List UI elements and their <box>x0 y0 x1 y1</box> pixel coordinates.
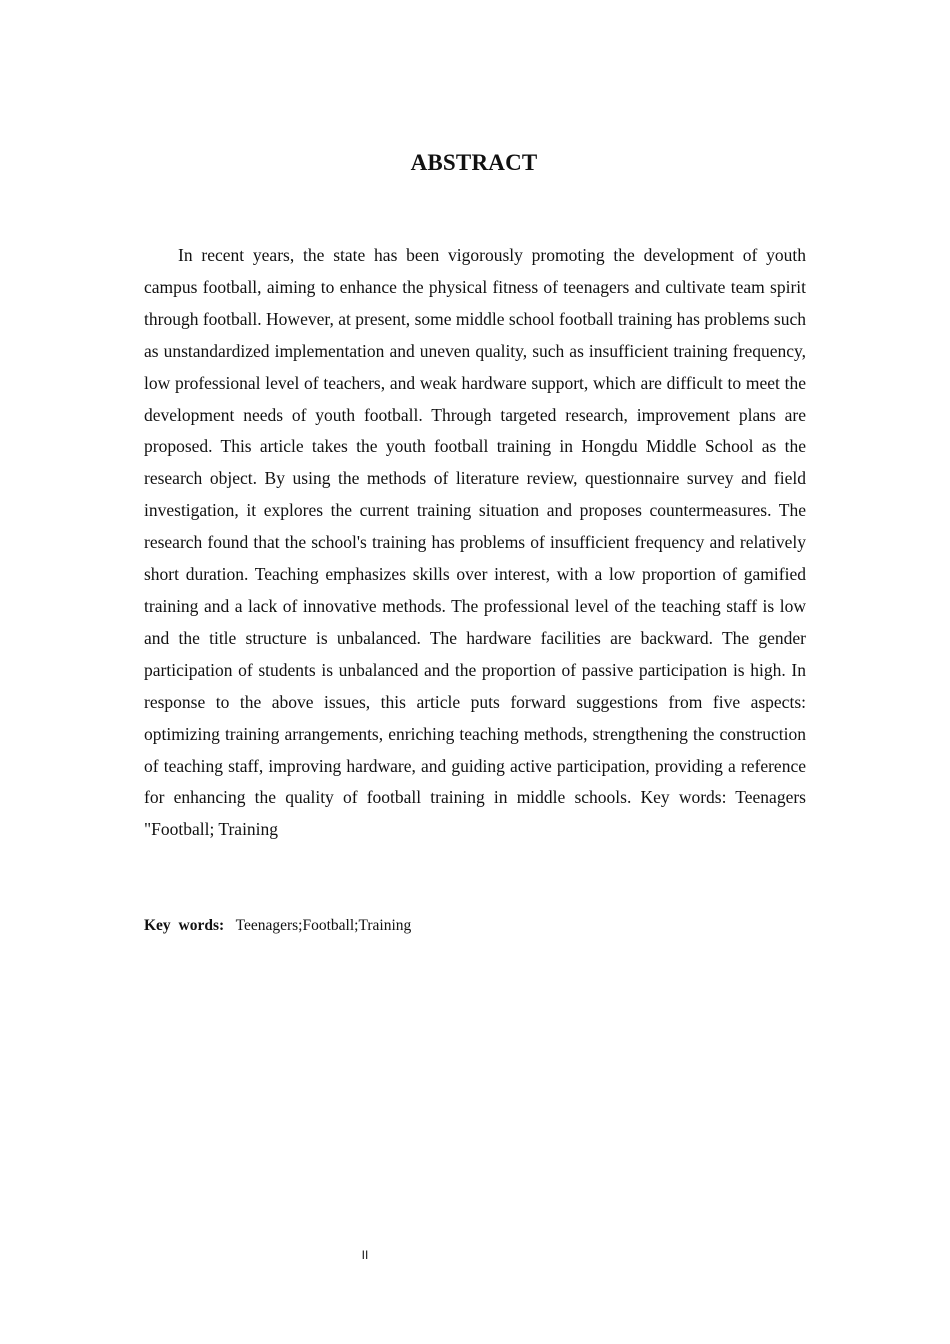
page-number: II <box>361 1248 369 1262</box>
keywords-spacer <box>228 917 232 934</box>
abstract-body: In recent years, the state has been vigorously promoting the development of youth campus football, aiming to enhance the physical fitness of teenagers and cultivate team spirit through football. However, at present, some middle school football training has problems such as unstandardized implementation and uneven quality, such as insufficient training frequency, low professional level of teachers, and weak hardware support, which are difficult to meet the development needs of youth football. Through targeted research, improvement plans are proposed. This article takes the youth football training in Hongdu Middle School as the research object. By using the methods of literature review, questionnaire survey and field investigation, it explores the current training situation and proposes countermeasures. The research found that the school's training has problems of insufficient frequency and relatively short duration. Teaching emphasizes skills over interest, with a low proportion of gamified training and a lack of innovative methods. The professional level of the teaching staff is low and the title structure is unbalanced. The hardware facilities are backward. The gender participation of students is unbalanced and the proportion of passive participation is high. In response to the above issues, this article puts forward suggestions from five aspects: optimizing training arrangements, enriching teaching methods, strengthening the construction of teaching staff, improving hardware, and guiding active participation, providing a reference for enhancing the quality of football training in middle schools. Key words: Teenagers "Football; Training <box>144 245 806 840</box>
abstract-title: ABSTRACT <box>410 150 538 175</box>
keywords-value: Teenagers;Football;Training <box>235 917 412 934</box>
keywords-label: Key words: <box>144 917 225 934</box>
keywords-line <box>144 914 806 938</box>
